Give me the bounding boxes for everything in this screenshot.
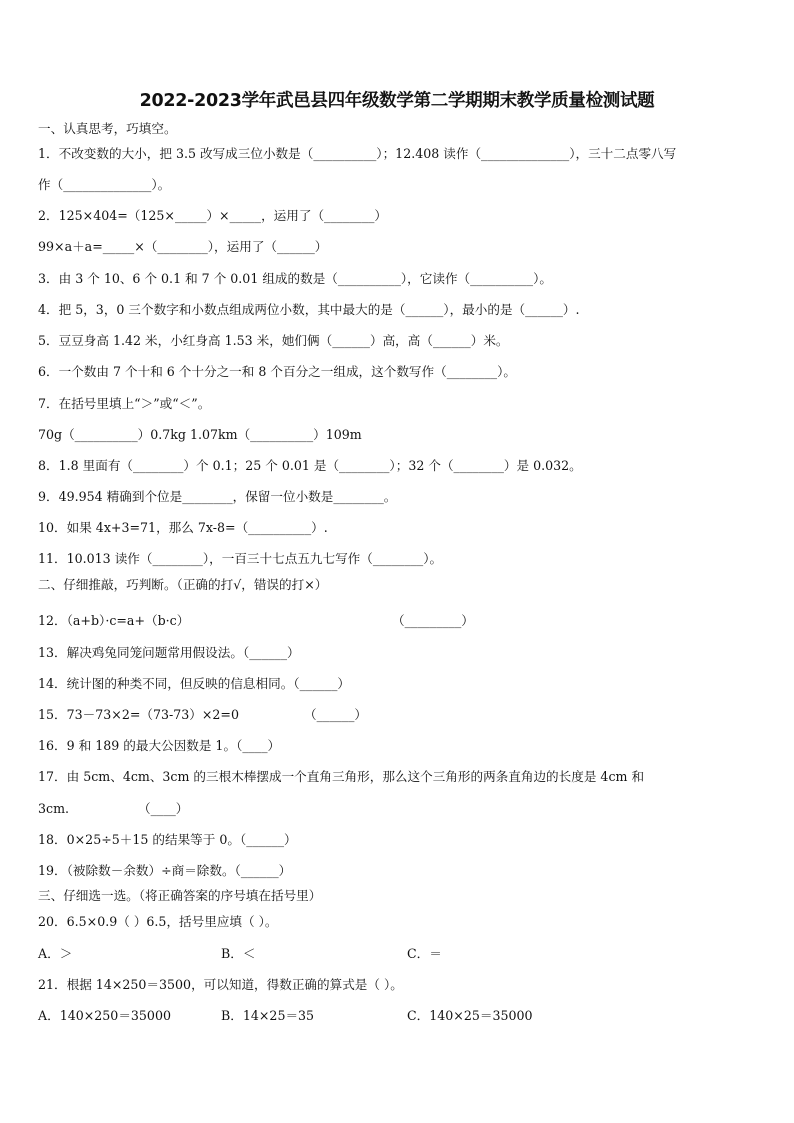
question-11: 11．10.013 读作（________），一百三十七点五九七写作（________）。 — [38, 551, 443, 566]
section-heading-2: 二、仔细推敲，巧判断。（正确的打√，错误的打×） — [38, 577, 328, 592]
question-17: 17．由 5cm、4cm、3cm 的三根木棒摆成一个直角三角形，那么这个三角形的两条直角边的长度是 4cm 和 — [38, 769, 645, 784]
question-10: 10．如果 4x+3=71，那么 7x-8=（__________）. — [38, 520, 328, 535]
question-17-cont: 3cm. — [38, 801, 70, 816]
question-4: 4．把 5，3，0 三个数字和小数点组成两位小数，其中最大的是（______），最小的是（______）. — [38, 302, 580, 317]
question-1-cont: 作（______________）。 — [38, 177, 171, 192]
question-5: 5．豆豆身高 1.42 米，小红身高 1.53 米，她们俩（______）高，高（______）米。 — [38, 333, 509, 348]
question-2: 2．125×404=（125×_____）×_____，运用了（________） — [38, 208, 388, 223]
question-2-cont: 99×a＋a=_____×（________），运用了（______） — [38, 239, 328, 254]
section-heading-3: 三、仔细选一选。（将正确答案的序号填在括号里） — [38, 888, 322, 903]
question-8: 8．1.8 里面有（________）个 0.1；25 个 0.01 是（________）；32 个（________）是 0.032。 — [38, 458, 582, 473]
section-heading-1: 一、认真思考，巧填空。 — [38, 121, 177, 136]
question-20: 20．6.5×0.9（ ）6.5，括号里应填（ ）。 — [38, 914, 278, 929]
question-17-answer: （____） — [138, 801, 189, 816]
question-20-option-b: B．＜ — [221, 946, 256, 961]
question-20-option-c: C．＝ — [407, 946, 442, 961]
question-21-option-a: A．140×250＝35000 — [38, 1008, 171, 1023]
question-21-option-c: C．140×25＝35000 — [407, 1008, 533, 1023]
question-7-items: 70g（__________）0.7kg 1.07km（__________）109m — [38, 427, 362, 442]
page-title: 2022-2023学年武邑县四年级数学第二学期期末教学质量检测试题 — [139, 91, 655, 111]
question-9: 9．49.954 精确到个位是________，保留一位小数是________。 — [38, 489, 397, 504]
question-7: 7．在括号里填上“＞”或“＜”。 — [38, 396, 211, 411]
question-18: 18．0×25÷5＋15 的结果等于 0。（______） — [38, 832, 297, 847]
question-15-answer: （______） — [304, 707, 367, 722]
question-21: 21．根据 14×250＝3500，可以知道，得数正确的算式是（ ）。 — [38, 977, 403, 992]
question-13: 13．解决鸡兔同笼问题常用假设法。（______） — [38, 645, 300, 660]
question-12: 12．（a+b）·c=a+（b·c） — [38, 613, 190, 628]
question-19: 19．（被除数－余数）÷商＝除数。（______） — [38, 863, 292, 878]
question-15: 15．73－73×2=（73-73）×2=0 — [38, 707, 240, 722]
question-6: 6．一个数由 7 个十和 6 个十分之一和 8 个百分之一组成，这个数写作（________）。 — [38, 364, 516, 379]
question-12-answer: （_________） — [392, 613, 474, 628]
question-20-option-a: A．＞ — [38, 946, 73, 961]
question-16: 16．9 和 189 的最大公因数是 1。（____） — [38, 738, 281, 753]
question-1: 1．不改变数的大小，把 3.5 改写成三位小数是（__________）；12.408 读作（______________），三十二点零八写 — [38, 146, 677, 161]
question-21-option-b: B．14×25＝35 — [221, 1008, 315, 1023]
question-14: 14．统计图的种类不同，但反映的信息相同。（______） — [38, 676, 350, 691]
question-3: 3．由 3 个 10、6 个 0.1 和 7 个 0.01 组成的数是（__________），它读作（__________）。 — [38, 271, 552, 286]
